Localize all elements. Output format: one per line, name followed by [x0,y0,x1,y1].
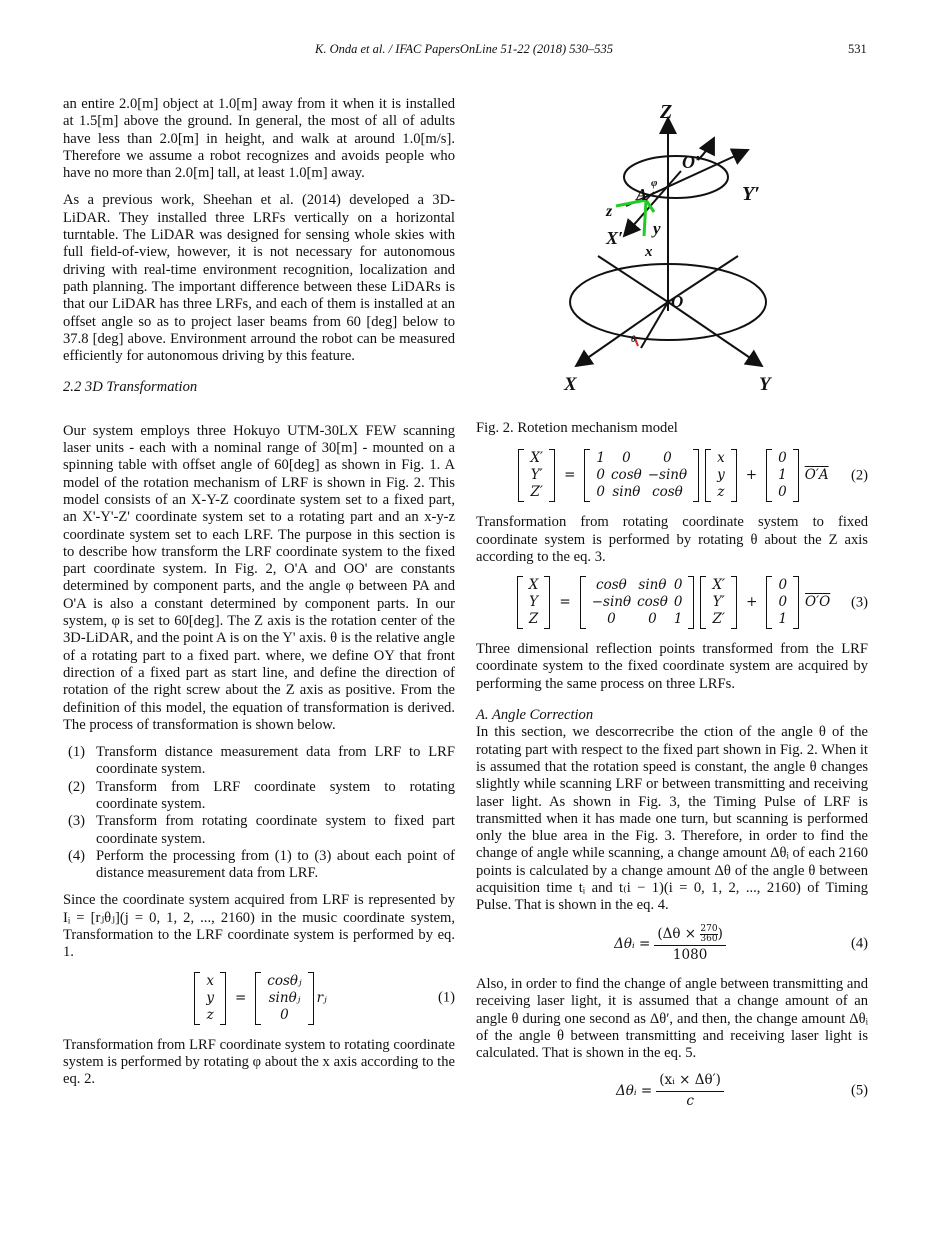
matrix-cell: cosθ [637,594,668,611]
eq-lhs: Δθᵢ = [614,935,651,952]
matrix-cell: cosθ [611,467,642,484]
matrix-rhs [255,972,313,1025]
matrix-cell: y [206,989,214,1006]
matrix-cell: 0 [663,450,672,467]
label-Z: Z [660,101,673,123]
matrix-cell: Y′ [530,467,543,484]
matrix-cell: X′ [712,577,726,594]
eq-denominator: 1080 [672,946,708,963]
label-Y: Y [759,374,771,395]
eq-term: O′A [804,467,829,484]
matrix-cell: Z′ [530,484,543,501]
label-y: y [653,219,661,238]
matrix-cell: 1 [778,467,787,484]
matrix-cell: 1 [596,450,605,467]
list-number: (3) [68,813,86,830]
process-list [63,744,455,882]
label-x: x [645,244,653,260]
left-column [63,96,455,1099]
matrix-cell: 0 [622,450,631,467]
matrix-cell: X′ [530,450,544,467]
list-text: Transform from rotating coordinate system to fixed part coordinate system. [96,813,455,847]
paragraph: Three dimensional reflection points transformed from the LRF coordinate system to the fixed coordinate system are acquired by performing the same process on three LRFs. [476,641,868,692]
matrix-cell: 1 [673,611,683,628]
list-item [63,848,455,883]
section-heading: 2.2 3D Transformation [63,379,198,396]
matrix-cell: 0 [673,594,683,611]
matrix-cell: sinθ [638,577,667,594]
paragraph: Our system employs three Hokuyo UTM-30LX FEW scanning laser units - each with a nominal range of 30[m] - mounted on a spinning table with offset angle of 60[deg] as shown in Fig. 1. A model of the rotation mechanism of LRF is shown in Fig. 2. This model consists of an X-Y-Z coordinate system set to a fixed part, an X'-Y'-Z' coordinate system set to a rotating part and an x-y-z coordinate system set to each LRF. The purpose in this section is to describe how transform the LRF coordinate system to the fixed part coordinate system. In Fig. 2, O'A and OO' are constants determined by component parts, and the angle φ between PA and O'A is also a constant determined by component parts. In our system, φ is set to 60[deg]. The Z axis is the rotation center of the 3D-LiDAR, and the point A is on the Y' axis. θ is the relative angle of a rotating part to a fixed part. where, we define OY that front direction of a fixed part as start line, and define the direction of rotation of the right screw about the Z axis as positive. From the definition of this model, the equation of transformation is derived. The process of transformation is shown below. [63,422,455,733]
list-text: Perform the processing from (1) to (3) about each point of distance measurement data from LRF. [96,847,455,882]
matrix-cell: Y [529,594,539,611]
list-number: (4) [68,847,86,864]
paragraph: an entire 2.0[m] object at 1.0[m] away from it when it is installed at 1.5[m] above the ground. In general, the most of all of adults have less than 2.0[m] in height, and walk at around 1.0[m/s]. Therefore we assume a robot recognizes and avoids people who have no more than 2.0[m] tall, at least 1.0[m] away. [63,96,455,182]
list-item [63,813,455,848]
equation-1: x y z = cosθⱼ sinθⱼ 0 rⱼ (1) [63,972,455,1025]
list-number: (2) [68,778,86,795]
eq-denominator: c [686,1092,694,1109]
paragraph: Transformation from rotating coordinate system to fixed coordinate system is performed by rotating θ about the Z axis according to the eq. 3. [476,514,868,565]
matrix-cell: z [717,484,725,501]
matrix-cell: Z [528,611,539,628]
rotation-mechanism-figure [476,96,868,406]
list-item [63,744,455,779]
eq-term: O′O [805,594,831,611]
paragraph: Also, in order to find the change of angle between transmitting and receiving laser light, it is assumed that a change amount of an angle θ during one second as Δθ′, and then, the change amount Δθᵢ of the angle θ between transmitting and receiving laser light is calculated. That is shown in the eq. 5. [476,975,868,1062]
equation-number: (5) [850,1082,868,1099]
equation-number: (2) [850,467,868,484]
matrix-cell: 0 [778,484,787,501]
label-X-prime: X′ [606,228,624,248]
matrix-cell: x [206,972,214,989]
matrix-cell: 0 [778,577,788,594]
label-theta: θ [631,334,636,344]
page-number: 531 [848,42,867,56]
right-column [476,96,868,1122]
list-number: (1) [68,744,86,761]
label-z: z [606,203,613,220]
matrix-cell: cosθ [596,577,627,594]
matrix-cell: 0 [607,611,616,628]
eq-factor: rⱼ [316,989,327,1006]
list-text: Transform distance measurement data from LRF to LRF coordinate system. [96,744,455,778]
matrix-cell: 0 [648,611,657,628]
matrix-cell: −sinθ [647,467,688,484]
matrix-cell: z [206,1006,214,1023]
matrix-cell: 1 [778,611,788,628]
matrix-cell: Z′ [712,611,725,628]
matrix-cell: 0 [596,467,605,484]
eq-part: ) [717,925,723,942]
label-phi: φ [651,177,658,189]
matrix-cell: 0 [778,450,787,467]
matrix-cell: 0 [673,577,683,594]
header-title: K. Onda et al. / IFAC PapersOnLine 51-22 (2018) 530–535 [315,42,614,56]
eq-part: (Δθ × [657,925,701,942]
eq-numerator: (xᵢ × Δθ′) [656,1072,724,1091]
matrix-cell: 0 [280,1006,289,1023]
matrix-lhs [194,972,226,1025]
equation-4 [476,925,868,964]
list-item [63,779,455,814]
matrix-cell: 0 [778,594,788,611]
paragraph: Transformation from LRF coordinate system to rotating coordinate system is performed by rotating φ about the x axis according to the eq. 2. [63,1036,455,1088]
paragraph: As a previous work, Sheehan et al. (2014) developed a 3D-LiDAR. They installed three LRFs vertically on a horizontal turntable. The LiDAR was designed for sensing whole skies with full field-of-view, however, it is not necessary for autonomous driving with real-time environment recognition, localization and path planning. The important difference between these LiDARs is that our LiDAR has three LRFs, and each of them is installed at an offset angle so as to project laser beams from 60 [deg] below to 37.8 [deg] above. Environment arround the robot can be measured efficiently for autonomous driving by this feature. [63,192,455,365]
fraction [656,1072,724,1110]
matrix-cell: sinθⱼ [268,989,301,1006]
figure-diagram [476,96,868,406]
matrix-cell: y [717,467,725,484]
matrix-cell: 0 [596,484,605,501]
matrix-cell: cosθⱼ [267,972,302,989]
eq-part: 360 [700,933,718,944]
list-text: Transform from LRF coordinate system to rotating coordinate system. [96,778,455,812]
eq-lhs: Δθᵢ = [616,1082,653,1099]
subsection-heading: A. Angle Correction [476,707,594,724]
paragraph: In this section, we descorrecribe the ction of the angle θ of the rotating part with respect to the fixed part shown in Fig. 2. When it is assumed that the rotation speed is constant, the angle θ changes slightly while scanning LRF or between transmitting and receiving laser light. As shown in Fig. 3, the Timing Pulse of LRF is transmitted when it has made one turn, but scanning is performed only the blue area in the Fig. 3. Therefore, in order to find the change of angle while scanning, a change amount Δθᵢ of each 2160 points is calculated by a change amount Δθ of the angle θ between acquisition time tᵢ and t₍i − 1)(i = 0, 1, 2, ..., 2160) of Timing Pulse. That is shown in the eq. 4. [476,724,868,914]
equation-number: (3) [850,594,868,611]
matrix-cell: x [717,450,725,467]
matrix-cell: X [528,577,539,594]
eq-part: 270 [700,923,718,934]
matrix-cell: cosθ [652,484,683,501]
equation-3: X Y Z = cosθ sinθ 0 −sinθ cosθ 0 0 0 1 X′ Y′ Z′ + 0 0 1 O′O (3) [476,576,868,629]
paragraph: Since the coordinate system acquired from LRF is represented by Iᵢ = [rⱼθⱼ](j = 0, 1, 2, ..., 2160) in the music coordinate system, Transformation to the LRF coordinate system is performed by eq. 1. [63,892,455,961]
label-Y-prime: Y′ [742,183,760,205]
equation-2: X′ Y′ Z′ = 1 0 0 0 cosθ −sinθ 0 sinθ cosθ x y z + 0 1 0 O′A (2) [476,449,868,502]
label-O-prime: O′ [682,152,701,172]
label-A: A [636,185,648,204]
equation-number: (4) [850,935,868,952]
fraction [654,925,726,964]
figure-caption: Fig. 2. Rotetion mechanism model [476,420,678,436]
equation-number: (1) [437,989,455,1006]
label-O: O [671,292,684,311]
label-X: X [564,374,577,395]
matrix-cell: Y′ [712,594,725,611]
equation-5 [476,1072,868,1110]
matrix-cell: −sinθ [591,594,632,611]
matrix-cell: sinθ [612,484,641,501]
